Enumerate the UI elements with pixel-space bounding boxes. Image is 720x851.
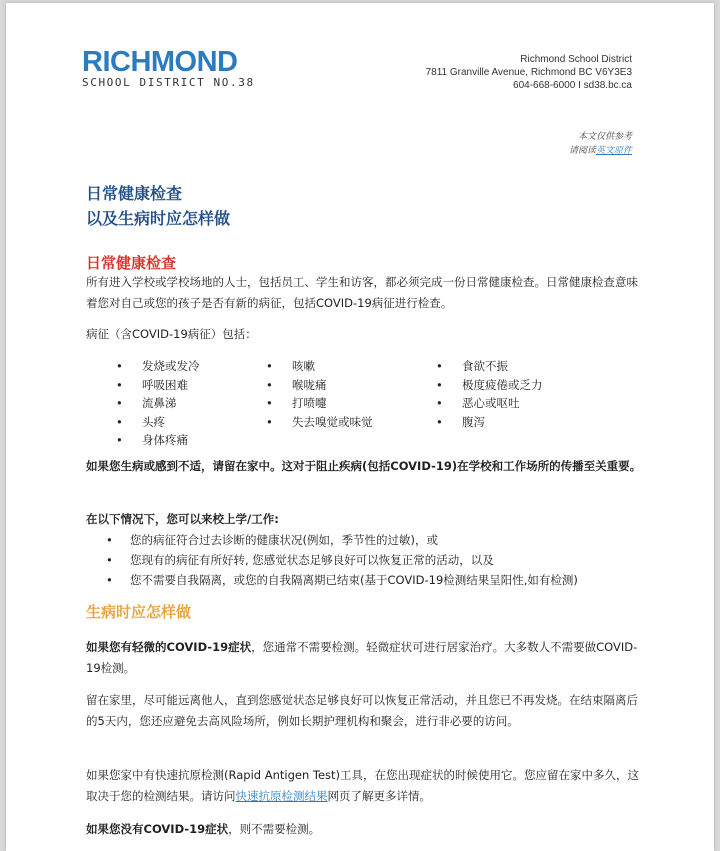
document-title [86, 181, 230, 231]
rapid-test-text: 如果您家中有快速抗原检测(Rapid Antigen Test)工具，在您出现症状的时候使用它。您应留在家中多久，这取决于您的检测结果。请访问 [86, 768, 640, 803]
list-item: • 流鼻涕 [114, 394, 200, 413]
title-line2: 以及生病时应怎样做 [86, 209, 231, 228]
list-item: • 头疼 [114, 413, 200, 432]
list-item: • 恶心或呕吐 [434, 394, 543, 413]
list-item: • 极度疲倦或乏力 [434, 376, 543, 395]
logo-wordmark: RICHMOND [82, 46, 238, 78]
list-item: • 呼吸困难 [114, 376, 200, 395]
list-item: • 喉咙痛 [264, 376, 373, 395]
mild-symptoms-bold: 如果您有轻微的COVID-19症状 [86, 640, 252, 654]
original-english-link[interactable]: 英文原件 [595, 146, 632, 156]
reference-note [569, 130, 632, 158]
document-page [6, 3, 714, 851]
return-conditions-label: 在以下情况下，您可以来校上学/工作: [86, 512, 279, 526]
rapid-test-text-end: 网页了解更多详情。 [327, 789, 431, 803]
district-logo [82, 47, 255, 89]
section-heading-daily-check: 日常健康检查 [86, 254, 177, 272]
stay-home-notice: 如果您生病或感到不适，请留在家中。这对于阻止疾病(包括COVID-19)在学校和工作场所的传播至关重要。 [86, 459, 642, 473]
symptoms-column-1 [114, 357, 200, 450]
list-item: • 身体疼痛 [114, 431, 200, 450]
list-item: • 咳嗽 [264, 357, 373, 376]
section-heading-when-sick: 生病时应怎样做 [86, 603, 192, 621]
list-item: • 您不需要自我隔离，或您的自我隔离期已结束(基于COVID-19检测结果呈阳性,如有检测) [106, 570, 578, 590]
title-line1: 日常健康检查 [86, 184, 183, 203]
address-line: 604-668-6000 I sd38.bc.ca [513, 80, 632, 91]
stay-home-paragraph: 留在家里，尽可能远离他人，直到您感觉状态足够良好可以恢复正常活动，并且您已不再发烧。在结束隔离后的5天内，您还应避免去高风险场所，例如长期护理机构和聚会，进行非必要的访问。 [86, 693, 638, 728]
mild-symptoms-text: ，您通常不需要检测。轻微症状可进行居家治疗。大多数人不需要做COVID-19检测。 [86, 640, 638, 675]
symptoms-column-3 [434, 357, 543, 431]
no-symptoms-bold: 如果您没有COVID-19症状 [86, 822, 229, 836]
list-item: • 发烧或发冷 [114, 357, 200, 376]
list-item: • 打喷嚏 [264, 394, 373, 413]
return-conditions-list [106, 530, 578, 590]
list-item: • 失去嗅觉或味觉 [264, 413, 373, 432]
reference-note-prefix: 请阅读 [568, 146, 596, 156]
list-item: • 您现有的病征有所好转, 您感觉状态足够良好可以恢复正常的活动，以及 [106, 550, 578, 570]
district-address [426, 53, 632, 92]
daily-check-intro: 所有进入学校或学校场地的人士，包括员工、学生和访客，都必须完成一份日常健康检查。日常健康检查意味着您对自己或您的孩子是否有新的病征，包括COVID-19病征进行检查。 [86, 275, 638, 310]
symptoms-column-2 [264, 357, 373, 431]
reference-note-line1: 本文仅供参考 [577, 132, 632, 142]
address-line: 7811 Granville Avenue, Richmond BC V6Y3E3 [425, 67, 632, 78]
list-item: • 腹泻 [434, 413, 543, 432]
address-line: Richmond School District [520, 54, 632, 65]
logo-subtitle: SCHOOL DISTRICT NO.38 [82, 76, 255, 89]
list-item: • 食欲不振 [434, 357, 543, 376]
rapid-test-results-link[interactable]: 快速抗原检测结果 [235, 789, 328, 803]
rapid-test-paragraph [86, 765, 646, 807]
symptoms-label: 病征（含COVID-19病征）包括： [86, 327, 257, 341]
mild-symptoms-paragraph [86, 637, 646, 679]
no-symptoms-paragraph [86, 819, 646, 840]
no-symptoms-text: ，则不需要检测。 [228, 822, 321, 836]
list-item: • 您的病征符合过去诊断的健康状况(例如，季节性的过敏)，或 [106, 530, 578, 550]
